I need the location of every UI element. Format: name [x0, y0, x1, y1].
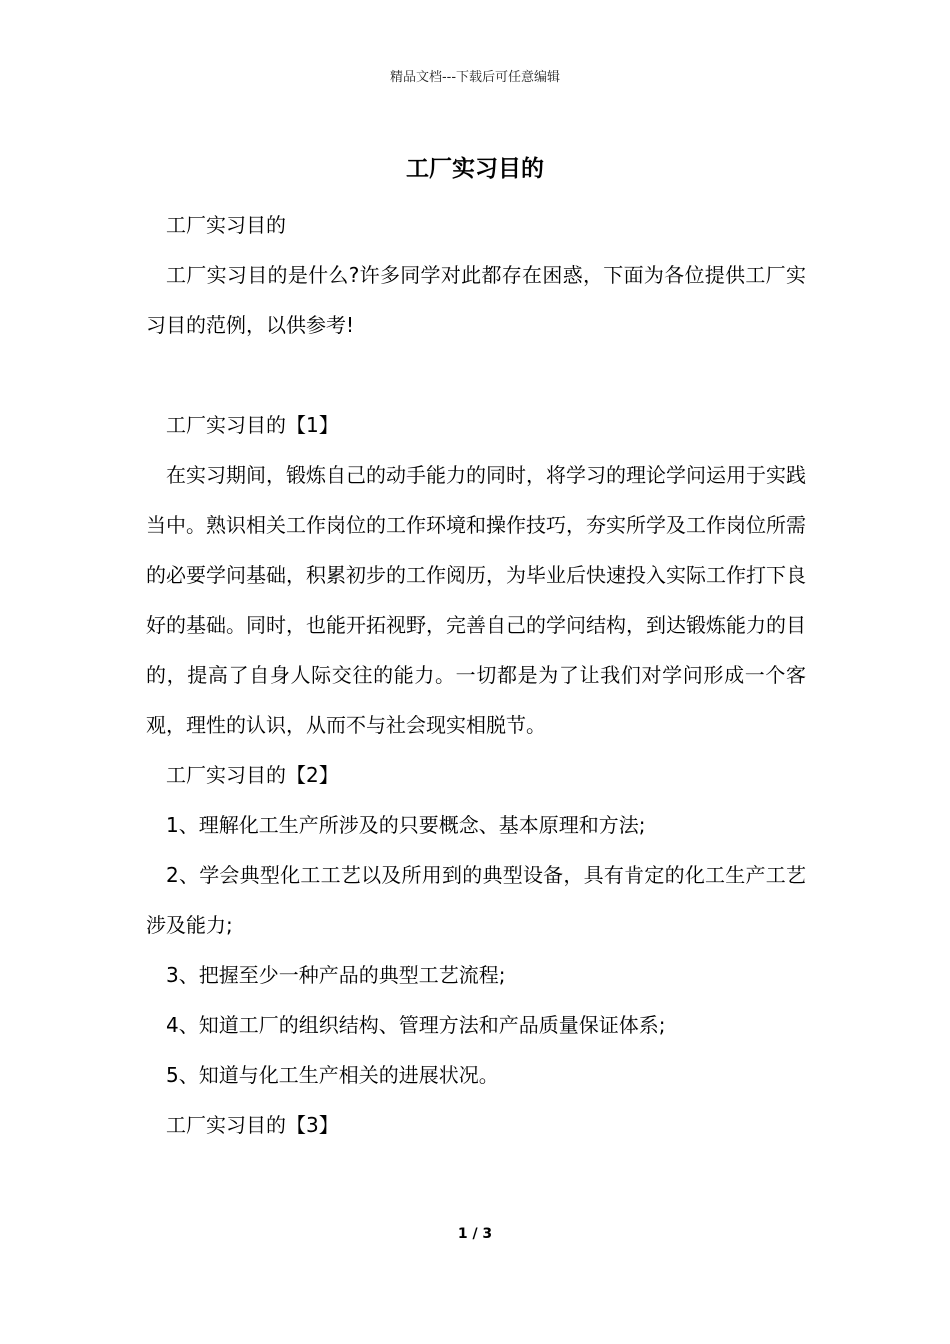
list-item: 3、把握至少一种产品的典型工艺流程; [166, 963, 506, 987]
list-item: 4、知道工厂的组织结构、管理方法和产品质量保证体系; [166, 1013, 666, 1037]
section-heading: 工厂实习目的【3】 [166, 1113, 339, 1137]
list-item: 5、知道与化工生产相关的进展状况。 [166, 1063, 499, 1087]
page-number: 1 / 3 [457, 1226, 493, 1242]
blank-line [146, 350, 806, 400]
section-heading: 工厂实习目的【2】 [166, 763, 339, 787]
paragraph: 工厂实习目的是什么?许多同学对此都存在困惑，下面为各位提供工厂实习目的范例，以供参考! [146, 263, 806, 337]
list-item: 1、理解化工生产所涉及的只要概念、基本原理和方法; [166, 813, 646, 837]
document-title: 工厂实习目的 [406, 156, 544, 182]
page-header: 精品文档---下载后可任意编辑 [389, 70, 561, 85]
section-heading: 工厂实习目的【1】 [166, 413, 339, 437]
paragraph: 在实习期间，锻炼自己的动手能力的同时，将学习的理论学问运用于实践当中。熟识相关工作岗位的工作环境和操作技巧，夯实所学及工作岗位所需的必要学问基础，积累初步的工作阅历，为毕业后快速投入实际工作打下良好的基础。同时，也能开拓视野，完善自己的学问结构，到达锻炼能力的目的，提高了自身人际交往的能力。一切都是为了让我们对学问形成一个客观，理性的认识，从而不与社会现实相脱节。 [146, 463, 806, 737]
document-body [146, 200, 806, 1150]
paragraph: 工厂实习目的 [166, 213, 286, 237]
list-item: 2、学会典型化工工艺以及所用到的典型设备，具有肯定的化工生产工艺涉及能力; [146, 863, 806, 937]
